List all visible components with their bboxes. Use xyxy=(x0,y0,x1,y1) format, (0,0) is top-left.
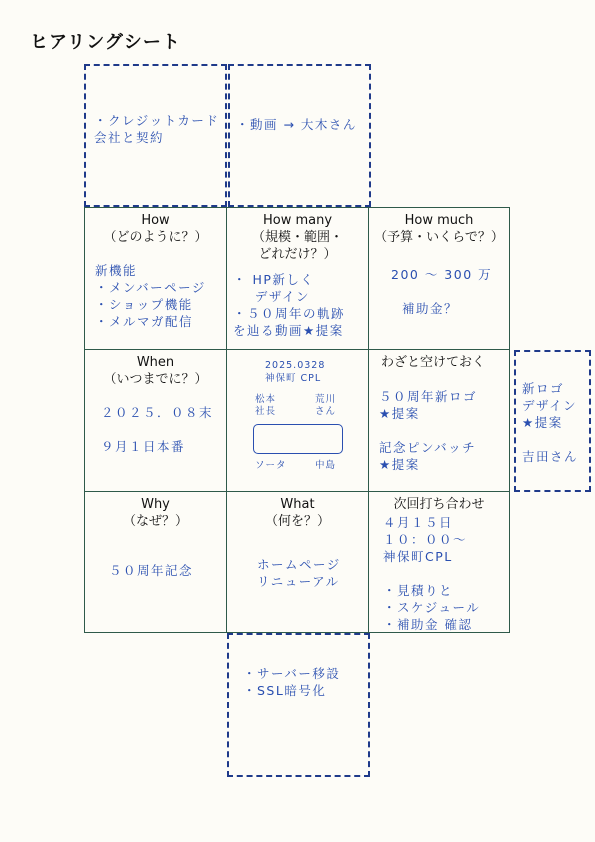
cell-leave-open-notes: ５０周年新ロゴ ★提案 記念ピンバッチ ★提案 xyxy=(379,389,478,472)
bottom-note: ・サーバー移設 ・SSL暗号化 xyxy=(243,666,341,698)
cell-when-heading: When （いつまでに？） xyxy=(103,355,208,387)
cell-what-notes: ホームページ リニューアル xyxy=(257,557,341,589)
top-mid-note: ・動画 → 大木さん xyxy=(236,117,357,132)
page-title: ヒアリングシート xyxy=(30,32,181,53)
right-dashed-box xyxy=(514,350,591,492)
cell-how-many-heading: How many （規模・範囲・ どれだけ？） xyxy=(251,213,343,262)
center-person-left: 松本 社長 xyxy=(255,394,277,417)
center-person-bottom-right: 中島 xyxy=(315,460,337,471)
center-place: 神保町 CPL xyxy=(265,373,322,384)
cell-what xyxy=(227,492,369,632)
right-note: 新ロゴ デザイン ★提案 吉田さん xyxy=(522,381,579,464)
cell-next-meeting xyxy=(369,492,509,632)
meeting-table-shape xyxy=(253,424,343,454)
cell-when xyxy=(85,350,227,492)
center-date: 2025.0328 xyxy=(265,360,326,371)
cell-when-notes: ２０２５．０８末 ９月１日本番 xyxy=(101,405,214,454)
cell-leave-open xyxy=(369,350,509,492)
cell-what-heading: What （何を？） xyxy=(264,497,330,529)
cell-how-many-notes: ・ HP新しく デザイン ・５０周年の軌跡 を辿る動画★提案 xyxy=(233,272,346,338)
top-left-note: ・クレジットカード 会社と契約 xyxy=(94,113,220,145)
cell-how-much-notes: 200 〜 300 万 補助金？ xyxy=(391,267,493,316)
cell-next-meeting-heading: 次回打ち合わせ xyxy=(393,497,485,512)
cell-how-notes: 新機能 ・メンバーページ ・ショップ機能 ・メルマガ配信 xyxy=(95,263,206,329)
cell-why xyxy=(85,492,227,632)
center-person-right: 荒川 さん xyxy=(315,394,337,417)
cell-how-much-heading: How much （予算・いくらで？） xyxy=(374,213,504,245)
cell-how-many xyxy=(227,208,369,350)
hearing-grid xyxy=(84,207,510,633)
cell-how-heading: How （どのように？） xyxy=(103,213,208,245)
center-person-bottom-left: ソータ xyxy=(255,460,287,471)
cell-center xyxy=(227,350,369,492)
top-mid-dashed-box xyxy=(228,64,371,207)
cell-how-much xyxy=(369,208,509,350)
cell-next-meeting-notes: ４月１５日 １０：００〜 神保町CPL ・見積りと ・スケジュール ・補助金 確認 xyxy=(383,515,481,632)
top-left-dashed-box xyxy=(84,64,227,207)
cell-why-notes: ５０周年記念 xyxy=(109,563,194,578)
cell-why-heading: Why （なぜ？） xyxy=(122,497,188,529)
cell-leave-open-heading: わざと空けておく xyxy=(381,355,486,370)
bottom-dashed-box xyxy=(227,633,370,777)
cell-how xyxy=(85,208,227,350)
